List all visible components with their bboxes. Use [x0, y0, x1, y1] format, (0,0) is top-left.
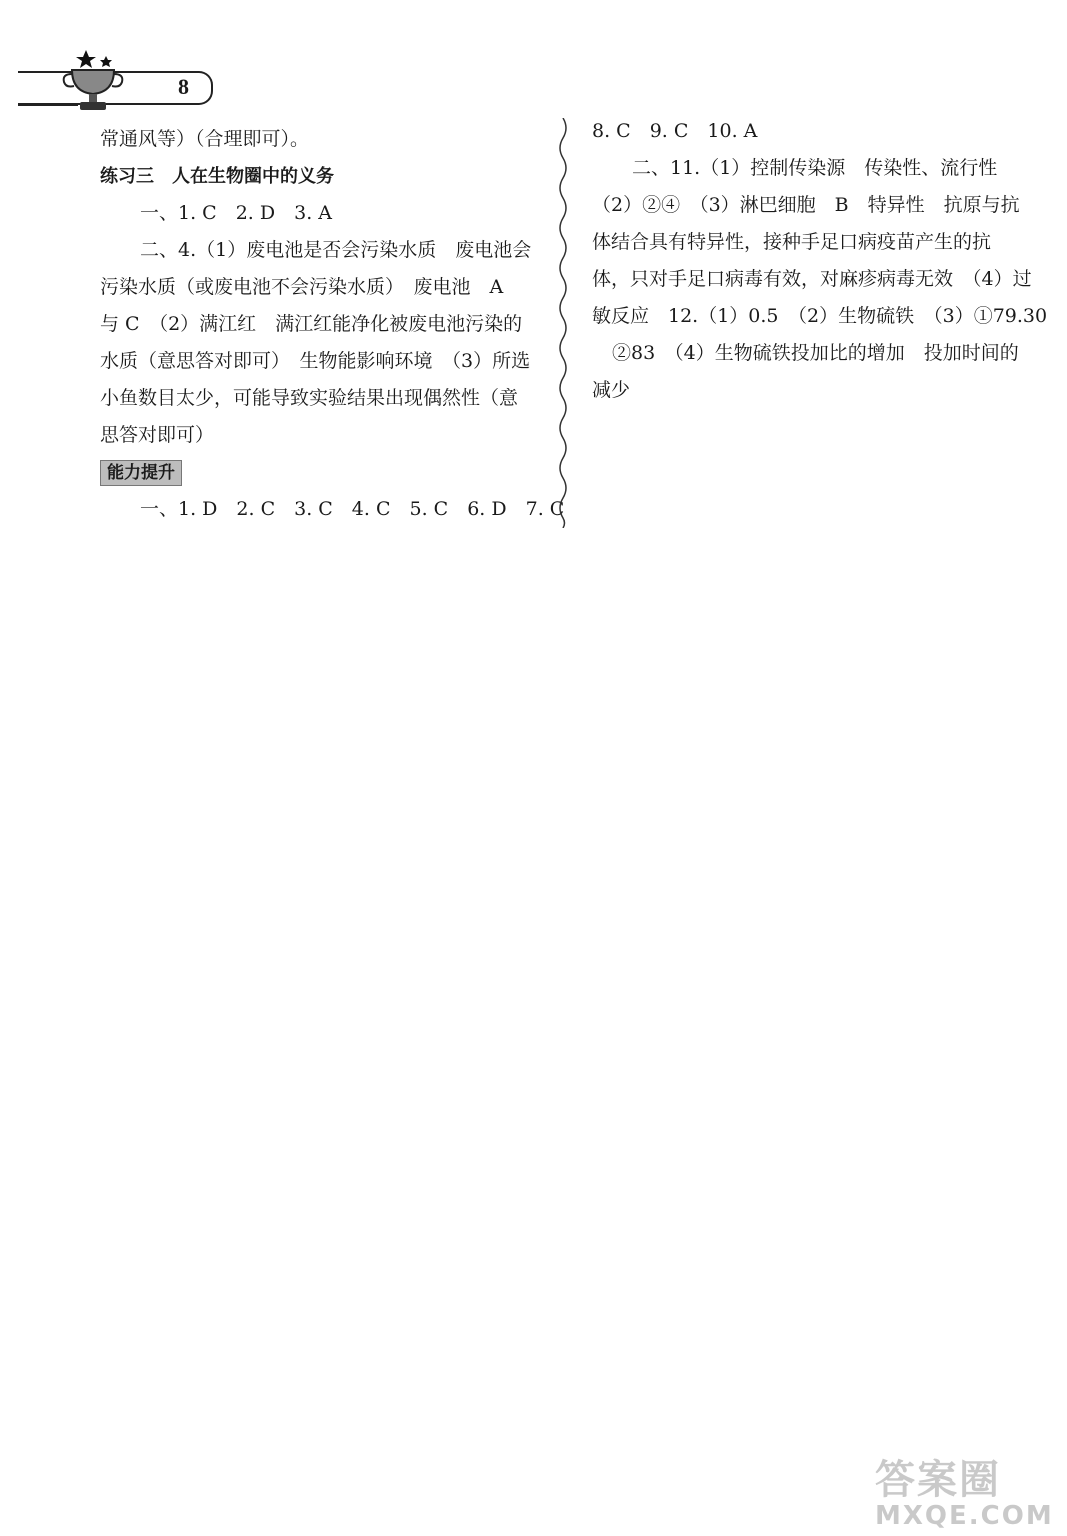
right-column — [592, 113, 1048, 409]
left-column — [100, 121, 565, 528]
watermark-bottom: MXQE.COM — [875, 1501, 1054, 1531]
text-line: 二、4.（1）废电池是否会污染水质 废电池会 — [140, 239, 532, 261]
text-line: 常通风等）（合理即可）。 — [100, 128, 310, 150]
text-line: 减少 — [592, 379, 631, 401]
text-line: 二、11.（1）控制传染源 传染性、流行性 — [632, 157, 998, 179]
section-badge: 能力提升 — [100, 460, 182, 486]
text-line: 体，只对手足口病毒有效，对麻疹病毒无效 （4）过 — [592, 268, 1032, 290]
text-line: 与 C （2）满江红 满江红能净化被废电池污染的 — [100, 313, 523, 335]
text-line: 水质（意思答对即可） 生物能影响环境 （3）所选 — [100, 350, 531, 372]
exercise-title: 练习三 人在生物圈中的义务 — [100, 166, 334, 187]
trophy-icon — [58, 48, 128, 114]
text-line: 思答对即可） — [100, 424, 215, 446]
text-line: 8. C 9. C 10. A — [592, 120, 758, 142]
text-line: 敏反应 12.（1）0.5 （2）生物硫铁 （3）①79.30 — [592, 305, 1048, 327]
wavy-divider — [556, 118, 570, 528]
text-line: 污染水质（或废电池不会污染水质） 废电池 A — [100, 276, 504, 298]
text-line: 小鱼数目太少，可能导致实验结果出现偶然性（意 — [100, 387, 519, 409]
watermark-top: 答案圈 — [875, 1457, 1001, 1503]
text-line: ②83 （4）生物硫铁投加比的增加 投加时间的 — [612, 342, 1019, 364]
page-header — [18, 44, 218, 114]
watermark-logo — [875, 1448, 1055, 1531]
text-line: 体结合具有特异性，接种手足口病疫苗产生的抗 — [592, 231, 992, 253]
text-line: 一、1. D 2. C 3. C 4. C 5. C 6. D 7. C — [140, 498, 565, 520]
text-line: 一、1. C 2. D 3. A — [140, 202, 332, 224]
text-line: （2）②④ （3）淋巴细胞 B 特异性 抗原与抗 — [592, 194, 1020, 216]
page-number: 8 — [178, 74, 189, 99]
